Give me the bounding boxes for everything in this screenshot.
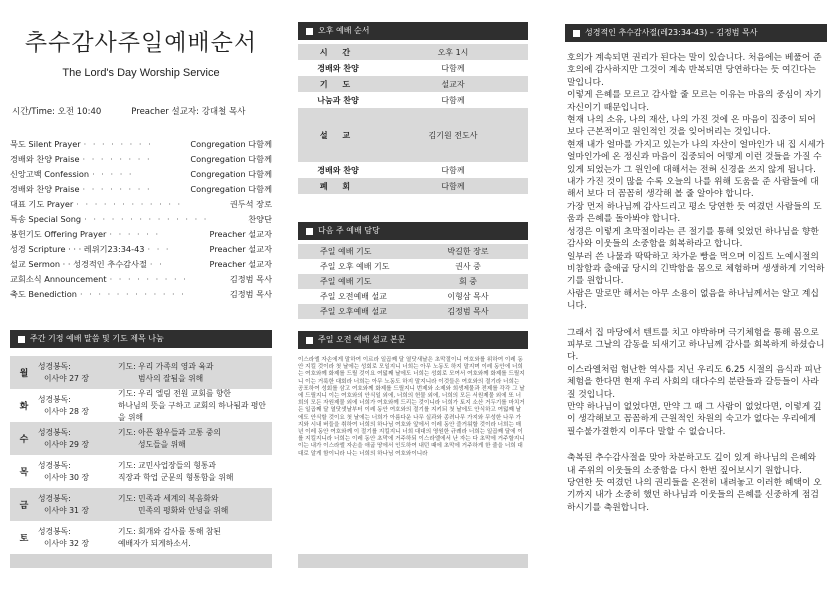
message-paragraph: 현재 내가 얼마를 가지고 있는가 나의 자산이 얼마인가 내 집 시세가 얼마인가에 온 정신과 마음이 집중되어 어떻게 이런 것들을 가질 수 있게 되었는가 그 원인에 대해서는 전혀 신경을 쓰지 않게 됩니다. — [567, 139, 825, 175]
order-row: 대표 기도 Prayer · · · · · · · · · · · · 권두석 장로 — [10, 199, 272, 209]
paragraph-gap — [567, 313, 825, 327]
order-row: 성경 Scripture · · · 레위기23:34-43 · · · Preacher 설교자 — [10, 244, 272, 254]
order2-row: 경배와 찬양 다함께 — [317, 165, 465, 175]
section-header: 주일 오전 예배 설교 본문 — [298, 331, 528, 349]
message-paragraph: 이스라엘처럼 험난한 역사를 지닌 우리도 6.25 시절의 음식과 피난 체험을 한다면 현재 우리 사회의 대다수의 분란들과 갈등들이 사라질 것입니다. — [567, 364, 822, 400]
order2-row: 나눔과 찬양 다함께 — [317, 95, 465, 105]
message-paragraph: 호의가 계속되면 권리가 된다는 말이 있습니다. 처음에는 베풀어 준 호의에 감사하지만 그것이 계속 반복되면 당연하다는 듯 여긴다는 말입니다. — [567, 53, 822, 88]
message-paragraph: 만약 하나님이 없었다면, 만약 그 때 그 사람이 없었다면, 이렇게 깊이 생각해보고 꼼꼼하게 근원적인 차원의 숙고가 없다는 우리에게 필수불가결한지 이루다 말할 수 없습니다. — [567, 401, 822, 437]
daily-row: 수 성경봉독: 이사야 29 장 기도: 아픈 환우들과 고통 중의 성도들을 위해 — [10, 422, 272, 455]
order-row: 교회소식 Announcement · · · · · · · · · 김정범 목사 — [10, 274, 272, 284]
footer-bar — [298, 554, 528, 568]
message-paragraph: 일부러 쓴 나물과 딱딱하고 차가운 빵을 먹으며 이집트 노예시절의 비참함과 출애굽 당시의 긴박함을 몸으로 체험하며 생생하게 기억하기를 원합니다. — [567, 251, 825, 287]
sermon-scripture-text: 이스라엘 자손에게 말하여 이르라 일곱째 달 열닷새날은 초막절이니 여호와를 위하여 이레 동안 지킬 것이라 첫 날에는 성회로 모일지니 너희는 아무 노동도 하지 말지며 이레 동안에 너희는 여호와께 화제를 드릴 것이요 여덟째 날에도 너희는 성회로 모여서 여호와께 화제를 드릴지니 이는 거룩한 대회라 너희는 아무 노동도 하지 말지니라 이것들은 여호와의 절기라 너희는 공포하여 성회를 삼고 여호와께 화제를 드릴지니 번제와 소제와 희생제물과 전제를 각각 그 날에 드릴지니 이는 여호와의 안식일 외에, 너희의 헌물 외에, 너희의 모든 서원제물 외에 또 너희의 모든 자원제물 외에 너희가 여호와께 드리는 것이니라 너희가 토지 소산 거두기를 마치거든 일곱째 달 열닷샛날부터 이레 동안 여호와의 절기를 지키되 첫 날에도 안식하고 여덟째 날에도 안식할 것이요 첫 날에는 너희가 아름다운 나무 실과와 종려나무 가지와 무성한 나무 가지와 시내 버들을 취하여 너희의 하나님 여호와 앞에서 이레 동안 즐거워할 것이라 너희는 매년 이레 동안 여호와께 이 절기를 지킬지니 너희 대대의 영원한 규례라 너희는 일곱째 달에 이를 지킬지니라 너희는 이레 동안 초막에 거주하되 이스라엘에서 난 자는 다 초막에 거주할지니 이는 내가 이스라엘 자손을 애굽 땅에서 인도하여 내던 때에 초막에 거주하게 한 줄을 너희 대대로 알게 함이니라 나는 너희의 하나님 여호와이니라 — [298, 357, 525, 457]
duty-row: 주일 오후 예배 기도 권사 중 — [320, 262, 481, 271]
message-paragraph: 축복된 추수감사절을 맞아 차분하고도 깊이 있게 하나님의 은혜와 내 주위의 이웃들의 소중함을 다시 한번 짚어보시기 원합니다. — [567, 453, 817, 476]
message-paragraph: 내가 가진 것이 많을 수록 오늘의 나를 위해 도움을 준 사람들에 대해서 보다 더 꼼꼼히 생각해 볼 줄 알아야 합니다. — [567, 177, 819, 200]
order-row: 경배와 찬양 Praise · · · · · · · · Congregation 다함께 — [10, 154, 272, 164]
daily-devotion-table — [10, 330, 272, 554]
section-header: 오후 예배 순서 — [298, 22, 528, 40]
afternoon-order-table — [298, 44, 528, 194]
message-paragraph: 사람은 말로만 해서는 아무 소용이 없음을 하나님께서는 알고 계십니다. — [567, 288, 819, 312]
square-bullet-icon — [306, 337, 313, 344]
order2-row: 설 교 김기원 전도사 — [298, 108, 528, 162]
paragraph-gap — [567, 438, 825, 452]
order-row: 축도 Benediction · · · · · · · · · · · · 김정범 목사 — [10, 289, 272, 299]
daily-row: 화 성경봉독: 이사야 28 장 기도: 우리 엘림 전원 교회를 향한 하나님의 뜻을 구하고 교회의 하나됨과 평안을 위해 — [19, 388, 266, 422]
section-header: 성경적인 추수감사절(레23:34-43) – 김정범 목사 — [565, 24, 827, 42]
daily-row: 월 성경봉독: 이사야 27 장 기도: 우리 가족의 영과 육과 범사의 잘됨을 위해 — [10, 356, 272, 389]
order2-row: 폐 회 다함께 — [298, 178, 528, 194]
order-row: 특송 Special Song · · · · · · · · · · · · · · 찬양단 — [10, 214, 272, 224]
order-row: 설교 Sermon · · 성경적인 추수감사절 · · Preacher 설교자 — [10, 259, 272, 269]
duty-row: 주일 예배 기도 박길한 장로 — [298, 244, 528, 259]
footer-bar — [10, 554, 272, 568]
message-paragraph: 당연한 듯 여겼던 나의 권리들을 온전히 내려놓고 이러한 혜택이 오기까지 내가 소중히 했던 하나님과 이웃들의 은혜를 신중하게 점검하시기를 축원합니다. — [567, 478, 822, 513]
service-info — [10, 105, 272, 117]
order2-row: 시 간 오후 1시 — [298, 44, 528, 60]
order-row: 봉헌기도 Offering Prayer · · · · · · Preacher 설교자 — [10, 229, 272, 239]
order2-row: 경배와 찬양 다함께 — [317, 63, 465, 73]
order-row: 신앙고백 Confession · · · · · Congregation 다함께 — [10, 169, 272, 179]
message-paragraph: 이렇게 은혜를 모르고 감사할 줄 모르는 이유는 마음의 중심이 자기 자신이기 때문입니다. — [567, 90, 822, 113]
worship-order-list — [10, 137, 272, 302]
daily-row: 금 성경봉독: 이사야 31 장 기도: 민족과 세계의 복음화와 민족의 평화와 안녕을 위해 — [10, 488, 272, 521]
daily-row: 목 성경봉독: 이사야 30 장 기도: 교민사업장들의 형통과 직장과 학업 군문의 형통함을 위해 — [19, 460, 234, 482]
message-paragraph: 성경은 이렇게 초막절이라는 큰 절기를 통해 잊었던 하나님을 향한 감사와 이웃들의 소중함을 회복하라고 합니다. — [567, 226, 819, 250]
afternoon-service-column — [298, 0, 528, 590]
daily-row: 토 성경봉독: 이사야 32 장 기도: 회개와 감사를 통해 참된 예배자가 되게하소서. — [19, 526, 221, 548]
duty-row: 주일 오전예배 설교 이형삼 목사 — [320, 292, 489, 301]
duty-row: 주일 오후예배 설교 김정범 목사 — [298, 304, 528, 319]
section-header: 다음 주 예배 담당 — [298, 222, 528, 240]
square-bullet-icon — [573, 30, 580, 37]
next-week-duties — [298, 222, 528, 319]
page-title: 추수감사주일예배순서 — [24, 30, 258, 56]
square-bullet-icon — [306, 28, 313, 35]
sermon-message — [565, 52, 827, 514]
service-preacher: Preacher 설교자: 강대철 목사 — [131, 107, 246, 117]
section-header: 주간 기정 예배 말씀 및 기도 제목 나눔 — [10, 330, 272, 348]
message-paragraph: 가장 먼저 하나님께 감사드리고 평소 당연한 듯 여겼던 사람들의 도움과 은혜를 돌아봐야 합니다. — [567, 201, 822, 225]
message-column — [565, 0, 827, 590]
message-paragraph: 현재 나의 소유, 나의 재산, 나의 가진 것에 온 마음이 집중이 되어 보다 근본적이고 원인적인 것을 잊어버리는 것입니다. — [567, 115, 816, 138]
page-subtitle: The Lord's Day Worship Service — [62, 67, 220, 79]
duty-row: 주일 예배 기도 회 중 — [298, 274, 528, 289]
order-row: 경배와 찬양 Praise · · · · · · · · Congregation 다함께 — [10, 184, 272, 194]
service-time: 시간/Time: 오전 10:40 — [12, 107, 102, 117]
message-paragraph: 그래서 집 마당에서 텐트를 치고 야박하며 극기체험을 통해 몸으로 피부로 그날의 감동을 되새기고 하나님께 감사를 회복하게 하셨습니다. — [567, 327, 825, 363]
order-of-worship-column — [10, 0, 272, 590]
order2-row: 기 도 설교자 — [298, 76, 528, 92]
order-row: 묵도 Silent Prayer · · · · · · · · Congregation 다함께 — [10, 139, 272, 149]
square-bullet-icon — [306, 228, 313, 235]
square-bullet-icon — [18, 336, 25, 343]
